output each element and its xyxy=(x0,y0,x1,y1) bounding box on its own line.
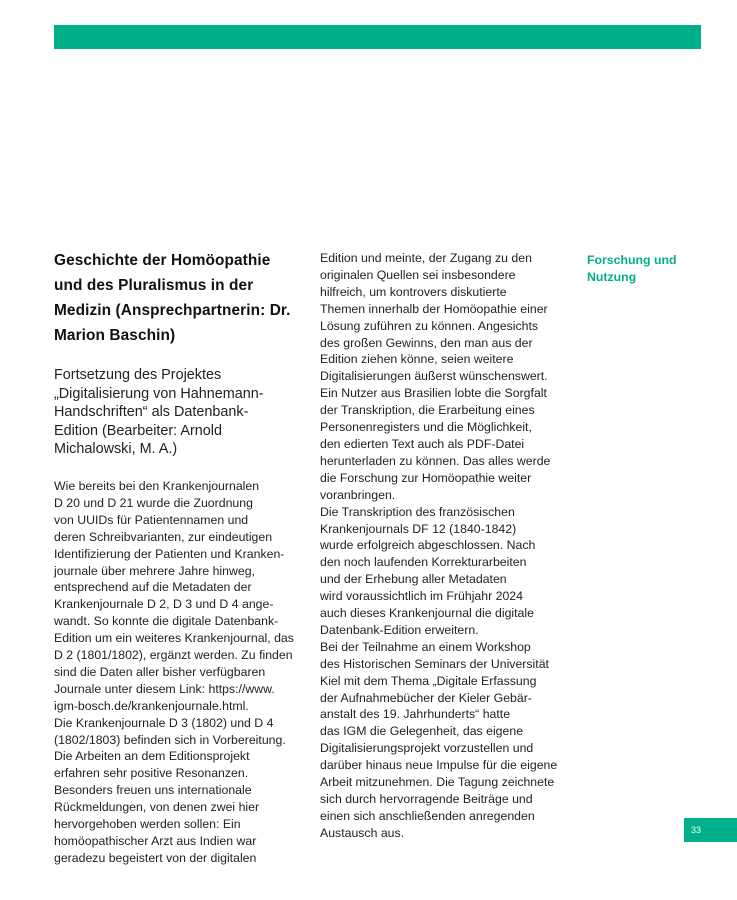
body-line: Besonders freuen uns internationale xyxy=(54,783,252,798)
body-line: des Historischen Seminars der Universität xyxy=(320,656,549,671)
body-line: Krankenjournale D 2, D 3 und D 4 ange- xyxy=(54,597,274,612)
body-line: D 20 und D 21 wurde die Zuordnung xyxy=(54,495,253,510)
body-line: auch dieses Krankenjournal die digitale xyxy=(320,606,534,621)
body-line: anstalt des 19. Jahrhunderts“ hatte xyxy=(320,707,511,722)
body-line: Edition um ein weiteres Krankenjournal, das xyxy=(54,631,294,646)
section-label-line: Nutzung xyxy=(587,269,637,284)
body-line: Kiel mit dem Thema „Digitale Erfassung xyxy=(320,673,537,688)
subheading-line: Edition (Bearbeiter: Arnold xyxy=(54,422,222,439)
body-line: Wie bereits bei den Krankenjournalen xyxy=(54,478,260,493)
body-line: igm-bosch.de/krankenjournale.html. xyxy=(54,698,249,713)
column-right xyxy=(587,252,727,285)
body-line: sich durch hervorragende Beiträge und xyxy=(320,792,533,806)
subheading-line: Handschriften“ als Datenbank- xyxy=(54,404,249,421)
body-line: Personenregisters und die Möglichkeit, xyxy=(320,420,532,435)
body-line: entsprechend auf die Metadaten der xyxy=(54,580,252,595)
project-subheading xyxy=(54,366,299,459)
body-line: geradezu begeistert von der digitalen xyxy=(54,850,257,865)
body-line: die Forschung zur Homöopathie weiter xyxy=(320,470,532,485)
body-line: Ein Nutzer aus Brasilien lobte die Sorgfalt xyxy=(320,386,547,401)
body-line: Datenbank-Edition erweitern. xyxy=(320,622,479,637)
body-line: das IGM die Gelegenheit, das eigene xyxy=(320,724,524,739)
body-line: deren Schreibvarianten, zur eindeutigen xyxy=(54,529,273,544)
column-left xyxy=(54,248,299,867)
body-line: Digitalisierungen äußerst wünschenswert. xyxy=(320,369,548,384)
body-line: wandt. So konnte die digitale Datenbank- xyxy=(54,614,279,629)
heading-line: Marion Baschin) xyxy=(54,327,176,344)
body-line: originalen Quellen sei insbesondere xyxy=(320,267,516,282)
body-line: Bei der Teilnahme an einem Workshop xyxy=(320,639,531,654)
section-heading xyxy=(54,248,299,348)
heading-line: Geschichte der Homöopathie xyxy=(54,252,271,269)
body-line: Die Krankenjournale D 3 (1802) und D 4 xyxy=(54,715,274,730)
body-line: der Aufnahmebücher der Kieler Gebär- xyxy=(320,690,532,705)
section-label-line: Forschung und xyxy=(587,253,677,267)
body-line: homöopathischer Arzt aus Indien war xyxy=(54,834,257,848)
body-line: Lösung zuführen zu können. Angesichts xyxy=(320,318,539,333)
body-line: Edition ziehen könne, seien weitere xyxy=(320,352,514,367)
body-line: Krankenjournals DF 12 (1840-1842) xyxy=(320,521,517,536)
body-line: hervorgehoben werden sollen: Ein xyxy=(54,817,241,832)
body-text-left xyxy=(54,478,299,867)
body-line: den edierten Text auch als PDF-Datei xyxy=(320,436,525,451)
body-line: journale über mehrere Jahre hinweg, xyxy=(54,563,255,578)
body-line: Rückmeldungen, von denen zwei hier xyxy=(54,800,260,815)
body-line: Edition und meinte, der Zugang zu den xyxy=(320,251,532,265)
body-line: und der Erhebung aller Metadaten xyxy=(320,572,507,587)
body-line: Journale unter diesem Link: https://www. xyxy=(54,681,275,696)
body-line: den noch laufenden Korrekturarbeiten xyxy=(320,555,527,570)
body-line: Digitalisierungsprojekt vorzustellen und xyxy=(320,741,534,756)
header-accent-bar xyxy=(54,25,701,49)
heading-line: und des Pluralismus in der xyxy=(54,277,254,294)
body-line: Die Transkription des französischen xyxy=(320,504,515,519)
body-line: einen sich anschließenden anregenden xyxy=(320,808,535,823)
section-label xyxy=(587,252,727,285)
body-line: D 2 (1801/1802), ergänzt werden. Zu finden xyxy=(54,648,293,663)
body-line: des großen Gewinns, den man aus der xyxy=(320,335,533,350)
body-line: (1802/1803) befinden sich in Vorbereitung. xyxy=(54,732,286,747)
body-line: sind die Daten aller bisher verfügbaren xyxy=(54,664,266,679)
body-line: der Transkription, die Erarbeitung eines xyxy=(320,403,535,418)
heading-line: Medizin (Ansprechpartnerin: Dr. xyxy=(54,302,291,319)
subheading-line: Michalowski, M. A.) xyxy=(54,441,178,458)
body-text-middle xyxy=(320,250,570,842)
subheading-line: Fortsetzung des Projektes xyxy=(54,367,222,383)
body-line: wird voraussichtlich im Frühjahr 2024 xyxy=(320,589,523,604)
body-line: voranbringen. xyxy=(320,487,396,502)
body-line: Die Arbeiten an dem Editionsprojekt xyxy=(54,749,250,764)
body-line: hilfreich, um kontrovers diskutierte xyxy=(320,284,507,299)
subheading-line: „Digitalisierung von Hahnemann- xyxy=(54,385,264,402)
body-line: Austausch aus. xyxy=(320,825,405,840)
column-middle xyxy=(320,250,570,842)
body-line: Themen innerhalb der Homöopathie einer xyxy=(320,301,548,316)
body-line: herunterladen zu können. Das alles werde xyxy=(320,453,551,468)
body-line: erfahren sehr positive Resonanzen. xyxy=(54,766,249,781)
body-line: wurde erfolgreich abgeschlossen. Nach xyxy=(320,538,536,553)
body-line: von UUIDs für Patientennamen und xyxy=(54,512,249,527)
page-number: 33 xyxy=(684,818,737,842)
body-line: darüber hinaus neue Impulse für die eigene xyxy=(320,758,558,773)
body-line: Identifizierung der Patienten und Kranken- xyxy=(54,546,285,561)
body-line: Arbeit mitzunehmen. Die Tagung zeichnete xyxy=(320,775,555,790)
